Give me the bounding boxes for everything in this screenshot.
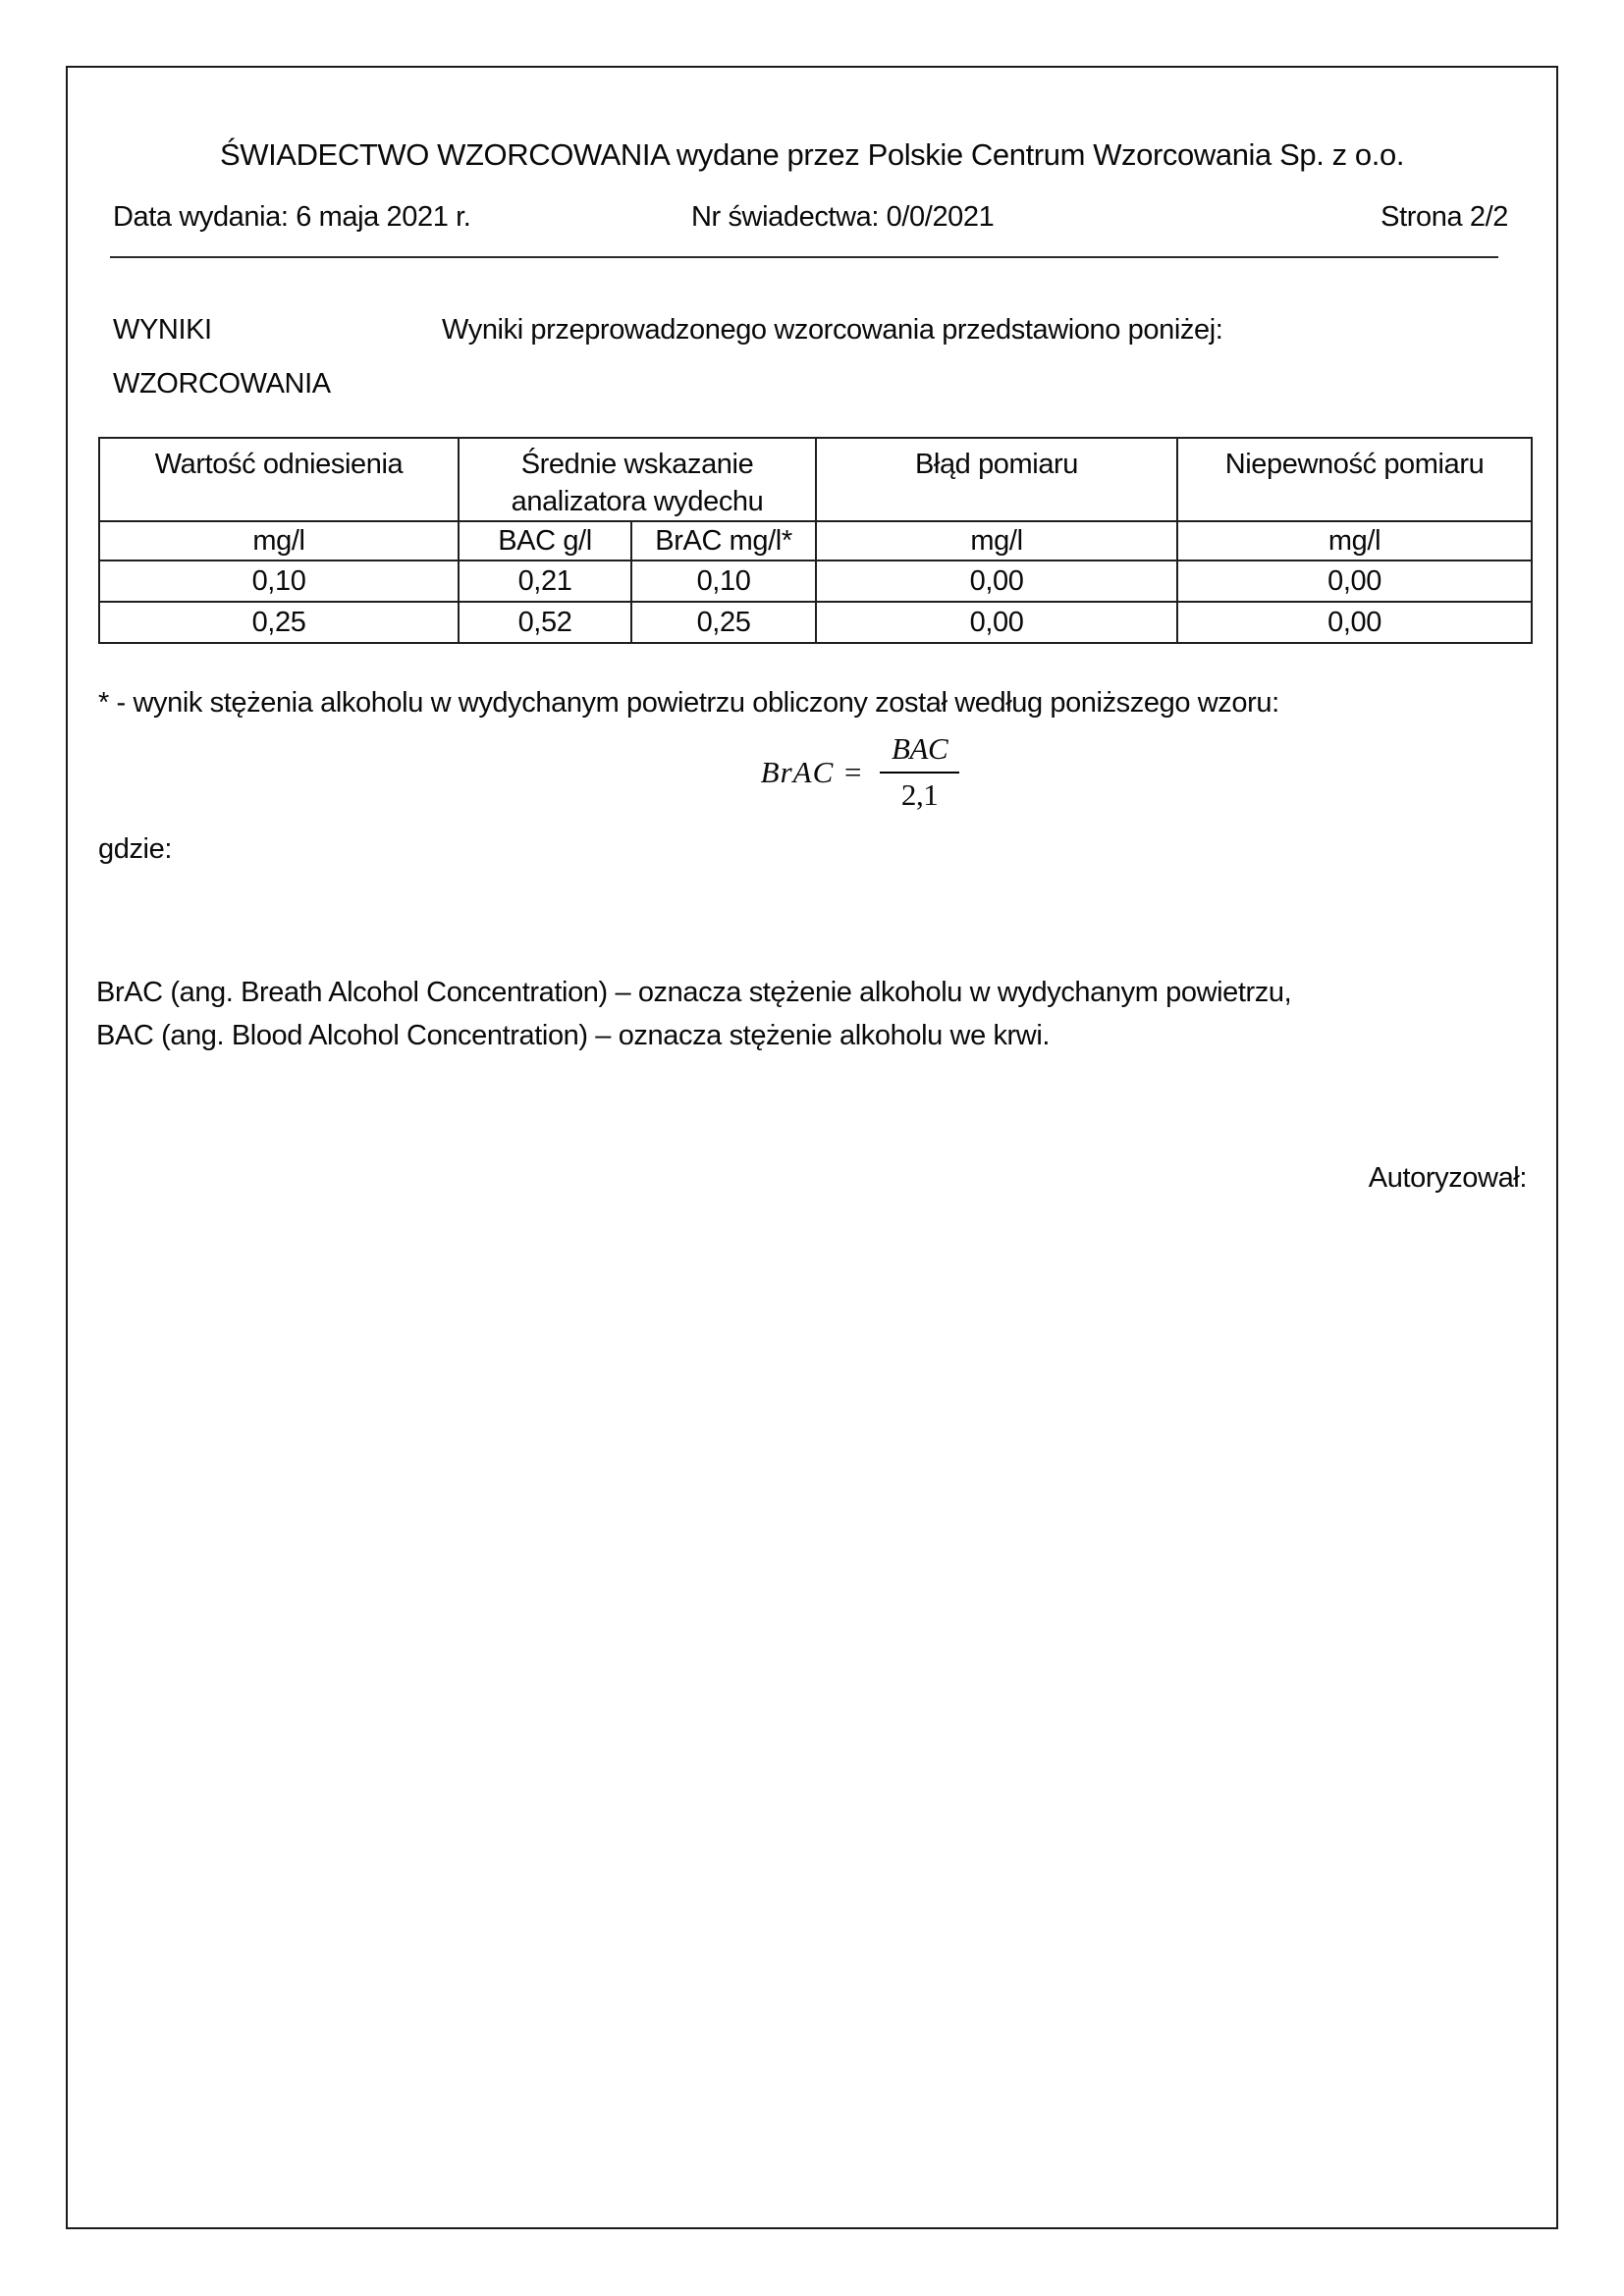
table-row bbox=[99, 561, 1532, 602]
issue-date-label: Data wydania: 6 maja 2021 r. bbox=[113, 201, 471, 233]
value-cell: 0,25 bbox=[631, 602, 816, 643]
header-cell-reference-value: Wartość odniesienia bbox=[99, 438, 459, 521]
authorized-label: Autoryzował: bbox=[1368, 1162, 1527, 1194]
footnote-text: * - wynik stężenia alkoholu w wydychanym powietrzu obliczony został według poniższego wzoru: bbox=[98, 687, 1279, 719]
unit-cell: BrAC mg/l* bbox=[631, 521, 816, 561]
header-cell-mean-indication bbox=[459, 438, 816, 521]
page-number-label: Strona 2/2 bbox=[1380, 201, 1508, 233]
unit-cell: BAC g/l bbox=[459, 521, 631, 561]
value-cell: 0,21 bbox=[459, 561, 631, 602]
certificate-number-label: Nr świadectwa: 0/0/2021 bbox=[691, 201, 995, 233]
value-cell: 0,10 bbox=[631, 561, 816, 602]
where-label: gdzie: bbox=[98, 833, 172, 865]
value-cell: 0,25 bbox=[99, 602, 459, 643]
formula-lhs: BrAC = bbox=[760, 754, 864, 789]
header-cell-mean-indication-line2: analizatora wydechu bbox=[511, 486, 764, 517]
formula-denominator: 2,1 bbox=[900, 777, 939, 812]
value-cell: 0,00 bbox=[816, 561, 1177, 602]
header-cell-mean-indication-line1: Średnie wskazanie bbox=[520, 449, 754, 480]
value-cell: 0,10 bbox=[99, 561, 459, 602]
table-header-row bbox=[99, 438, 1532, 521]
header-divider bbox=[110, 256, 1498, 258]
table-row bbox=[99, 602, 1532, 643]
value-cell: 0,00 bbox=[816, 602, 1177, 643]
results-section-label-line1: WYNIKI bbox=[113, 314, 212, 346]
value-cell: 0,00 bbox=[1177, 561, 1532, 602]
unit-cell: mg/l bbox=[1177, 521, 1532, 561]
bac-definition: BAC (ang. Blood Alcohol Concentration) – oznacza stężenie alkoholu we krwi. bbox=[96, 1020, 1051, 1051]
results-table bbox=[98, 437, 1533, 644]
certificate-title: ŚWIADECTWO WZORCOWANIA wydane przez Polskie Centrum Wzorcowania Sp. z o.o. bbox=[219, 137, 1405, 172]
page-border-frame bbox=[66, 66, 1558, 2229]
formula-fraction bbox=[880, 731, 959, 813]
unit-cell: mg/l bbox=[816, 521, 1177, 561]
table-units-row bbox=[99, 521, 1532, 561]
header-cell-measurement-error: Błąd pomiaru bbox=[816, 438, 1177, 521]
definitions-block bbox=[96, 971, 1291, 1057]
header-cell-uncertainty: Niepewność pomiaru bbox=[1177, 438, 1532, 521]
brac-definition: BrAC (ang. Breath Alcohol Concentration) – oznacza stężenie alkoholu w wydychanym powietrzu, bbox=[96, 977, 1292, 1008]
unit-cell: mg/l bbox=[99, 521, 459, 561]
brac-formula bbox=[116, 731, 1604, 813]
value-cell: 0,00 bbox=[1177, 602, 1532, 643]
value-cell: 0,52 bbox=[459, 602, 631, 643]
header-meta-row bbox=[68, 201, 1556, 240]
results-section-label-line2: WZORCOWANIA bbox=[113, 368, 331, 400]
results-section-label bbox=[113, 303, 331, 411]
results-intro-text: Wyniki przeprowadzonego wzorcowania przedstawiono poniżej: bbox=[442, 314, 1223, 346]
formula-numerator: BAC bbox=[880, 731, 959, 774]
